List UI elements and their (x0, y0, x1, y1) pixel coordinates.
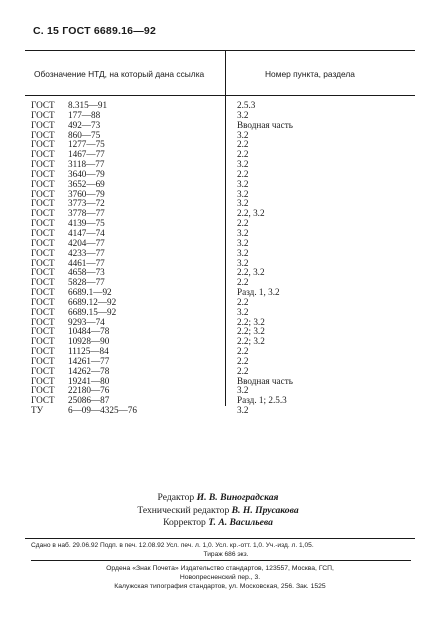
section-number: 2.2 (237, 277, 249, 288)
imprint-top-rule (25, 538, 415, 539)
section-number: 3.2 (237, 188, 249, 199)
table-row (0, 377, 436, 387)
table-row (0, 249, 436, 259)
proofreader-line (0, 517, 436, 530)
ntd-prefix: ГОСТ (31, 149, 55, 160)
section-number: Разд. 1; 2.5.3 (237, 395, 287, 406)
table-row (0, 111, 436, 121)
ntd-prefix: ГОСТ (31, 385, 55, 396)
table-row (0, 308, 436, 318)
section-number: 2.2 (237, 139, 249, 150)
ntd-number: 3118—77 (68, 159, 105, 170)
table-row (0, 219, 436, 229)
imprint-block (31, 542, 421, 559)
table-row (0, 170, 436, 180)
ntd-number: 4147—74 (68, 227, 105, 238)
section-number: 3.2 (237, 247, 249, 258)
ntd-prefix: ГОСТ (31, 208, 55, 219)
table-row (0, 337, 436, 347)
proofreader-role: Корректор (163, 517, 206, 528)
ntd-number: 4139—75 (68, 218, 105, 229)
tech-editor-role: Технический редактор (137, 504, 230, 516)
ntd-number: 860—75 (68, 129, 101, 140)
proofreader-name: Т. А. Васильева (208, 517, 273, 528)
section-number: 3.2 (237, 385, 249, 396)
section-number: 2.2; 3.2 (237, 336, 265, 347)
editor-line (0, 492, 436, 505)
table-row (0, 288, 436, 298)
table-row (0, 229, 436, 239)
table-row (0, 318, 436, 328)
ntd-prefix: ГОСТ (31, 267, 55, 278)
editor-name: И. В. Виноградская (196, 492, 279, 503)
page-header: С. 15 ГОСТ 6689.16—92 (33, 25, 156, 37)
table-row (0, 259, 436, 269)
ntd-prefix: ГОСТ (31, 198, 55, 209)
section-number: Вводная часть (237, 375, 293, 386)
ntd-number: 5828—77 (68, 277, 105, 288)
table-row (0, 268, 436, 278)
ntd-prefix: ГОСТ (31, 109, 55, 120)
ntd-prefix: ГОСТ (31, 326, 55, 337)
section-number: 3.2 (237, 306, 249, 317)
table-row (0, 406, 436, 416)
table-row (0, 180, 436, 190)
table-row (0, 131, 436, 141)
ntd-prefix: ГОСТ (31, 227, 55, 238)
ntd-designation (31, 406, 137, 416)
ntd-number: 4204—77 (68, 237, 105, 248)
section-number: Вводная часть (237, 119, 293, 130)
section-number: 2.2, 3.2 (237, 267, 265, 278)
table-row (0, 190, 436, 200)
section-number: 2.2; 3.2 (237, 326, 265, 337)
table-row (0, 386, 436, 396)
section-number: 2.2 (237, 365, 249, 376)
ntd-prefix: ГОСТ (31, 365, 55, 376)
ntd-prefix: ГОСТ (31, 316, 55, 327)
section-number: 2.2 (237, 355, 249, 366)
section-number: 2.2 (237, 296, 249, 307)
section-number: 3.2 (237, 129, 249, 140)
table-row (0, 327, 436, 337)
section-number: 3.2 (237, 159, 249, 170)
section-number: 3.2 (237, 405, 249, 416)
table-row (0, 278, 436, 288)
ntd-number: 6689.1—92 (68, 287, 112, 298)
ntd-number: 492—73 (68, 119, 101, 130)
ntd-prefix: ГОСТ (31, 346, 55, 357)
ntd-number: 4461—77 (68, 257, 105, 268)
column-header-ntd: Обозначение НТД, на который дана ссылка (34, 69, 205, 79)
ntd-prefix: ГОСТ (31, 237, 55, 248)
ntd-prefix: ГОСТ (31, 168, 55, 179)
section-number: 2.2 (237, 168, 249, 179)
editor-role: Редактор (157, 492, 195, 503)
section-number: 2.2, 3.2 (237, 208, 265, 219)
ntd-prefix: ГОСТ (31, 296, 55, 307)
ntd-prefix: ГОСТ (31, 306, 55, 317)
ntd-number: 177—88 (68, 109, 101, 120)
ntd-prefix: ГОСТ (31, 218, 55, 229)
ntd-number: 10484—78 (68, 326, 110, 337)
publisher-line-1: Ордена «Знак Почета» Издательство стандартов, 123557, Москва, ГСП, (106, 565, 334, 572)
ntd-number: 3652—69 (68, 178, 105, 189)
ntd-number: 14262—78 (68, 365, 110, 376)
ntd-number: 4233—77 (68, 247, 105, 258)
ntd-prefix: ГОСТ (31, 139, 55, 150)
ntd-number: 8.315—91 (68, 100, 108, 110)
ntd-number: 6689.12—92 (68, 296, 117, 307)
section-number: 3.2 (237, 178, 249, 189)
tech-editor-line (0, 505, 436, 518)
section-number: 3.2 (237, 227, 249, 238)
ntd-number: 3760—79 (68, 188, 105, 199)
ntd-prefix: ГОСТ (31, 277, 55, 288)
section-number: 3.2 (237, 257, 249, 268)
table-row (0, 347, 436, 357)
table-row (0, 367, 436, 377)
table-header-rule (25, 95, 415, 96)
ntd-number: 25086—87 (68, 395, 110, 406)
ntd-prefix: ГОСТ (31, 375, 55, 386)
section-number: 2.2 (237, 218, 249, 229)
ntd-prefix: ТУ (31, 405, 44, 416)
section-number: 3.2 (237, 109, 249, 120)
table-row (0, 101, 436, 111)
table-row (0, 357, 436, 367)
ntd-number: 6—09—4325—76 (68, 405, 137, 416)
ntd-prefix: ГОСТ (31, 119, 55, 130)
table-row (0, 298, 436, 308)
table-row (0, 199, 436, 209)
ntd-prefix: ГОСТ (31, 247, 55, 258)
ntd-number: 10928—90 (68, 336, 110, 347)
ntd-number: 3778—77 (68, 208, 105, 219)
section-number: 2.2; 3.2 (237, 316, 265, 327)
table-top-rule (25, 50, 415, 51)
publisher-line-3: Калужская типография стандартов, ул. Московская, 256. Зак. 1525 (114, 583, 326, 590)
ntd-number: 19241—80 (68, 375, 110, 386)
ntd-prefix: ГОСТ (31, 355, 55, 366)
ntd-number: 22180—76 (68, 385, 110, 396)
ntd-prefix: ГОСТ (31, 178, 55, 189)
imprint-line-2: Тираж 686 экз. (203, 550, 249, 558)
column-header-section: Номер пункта, раздела (265, 69, 355, 79)
ntd-prefix: ГОСТ (31, 395, 55, 406)
section-number: 3.2 (237, 237, 249, 248)
ntd-prefix: ГОСТ (31, 257, 55, 268)
section-number: 2.2 (237, 149, 249, 160)
ntd-prefix: ГОСТ (31, 188, 55, 199)
ntd-prefix: ГОСТ (31, 336, 55, 347)
ntd-number: 9293—74 (68, 316, 105, 327)
section-number: 2.5.3 (237, 100, 256, 110)
ntd-prefix: ГОСТ (31, 129, 55, 140)
publisher-line-2: Новопресненский пер., 3. (179, 574, 261, 581)
ntd-number: 3773—72 (68, 198, 105, 209)
table-row (0, 140, 436, 150)
table-row (0, 150, 436, 160)
table-row (0, 239, 436, 249)
tech-editor-name: В. Н. Прусакова (231, 504, 299, 516)
imprint-bottom-rule (31, 560, 411, 561)
table-row (0, 396, 436, 406)
table-row (0, 160, 436, 170)
ntd-number: 6689.15—92 (68, 306, 117, 317)
ntd-number: 3640—79 (68, 168, 105, 179)
reference-table (0, 101, 436, 416)
table-row (0, 209, 436, 219)
ntd-prefix: ГОСТ (31, 287, 55, 298)
ntd-number: 11125—84 (68, 346, 109, 357)
ntd-prefix: ГОСТ (31, 159, 55, 170)
section-number: 3.2 (237, 198, 249, 209)
publisher-block (25, 564, 415, 591)
imprint-line-1: Сдано в наб. 29.06.92 Подп. в печ. 12.08.92 Усл. печ. л. 1,0. Усл. кр.-отт. 1,0. Уч.-изд. л. 1,05. (31, 542, 314, 549)
ntd-number: 4658—73 (68, 267, 105, 278)
ntd-number: 14261—77 (68, 355, 110, 366)
section-number: Разд. 1, 3.2 (237, 287, 280, 298)
ntd-number: 1467—77 (68, 149, 105, 160)
ntd-prefix: ГОСТ (31, 100, 55, 110)
ntd-number: 1277—75 (68, 139, 105, 150)
section-number: 2.2 (237, 346, 249, 357)
editors-block (0, 492, 436, 530)
table-row (0, 121, 436, 131)
